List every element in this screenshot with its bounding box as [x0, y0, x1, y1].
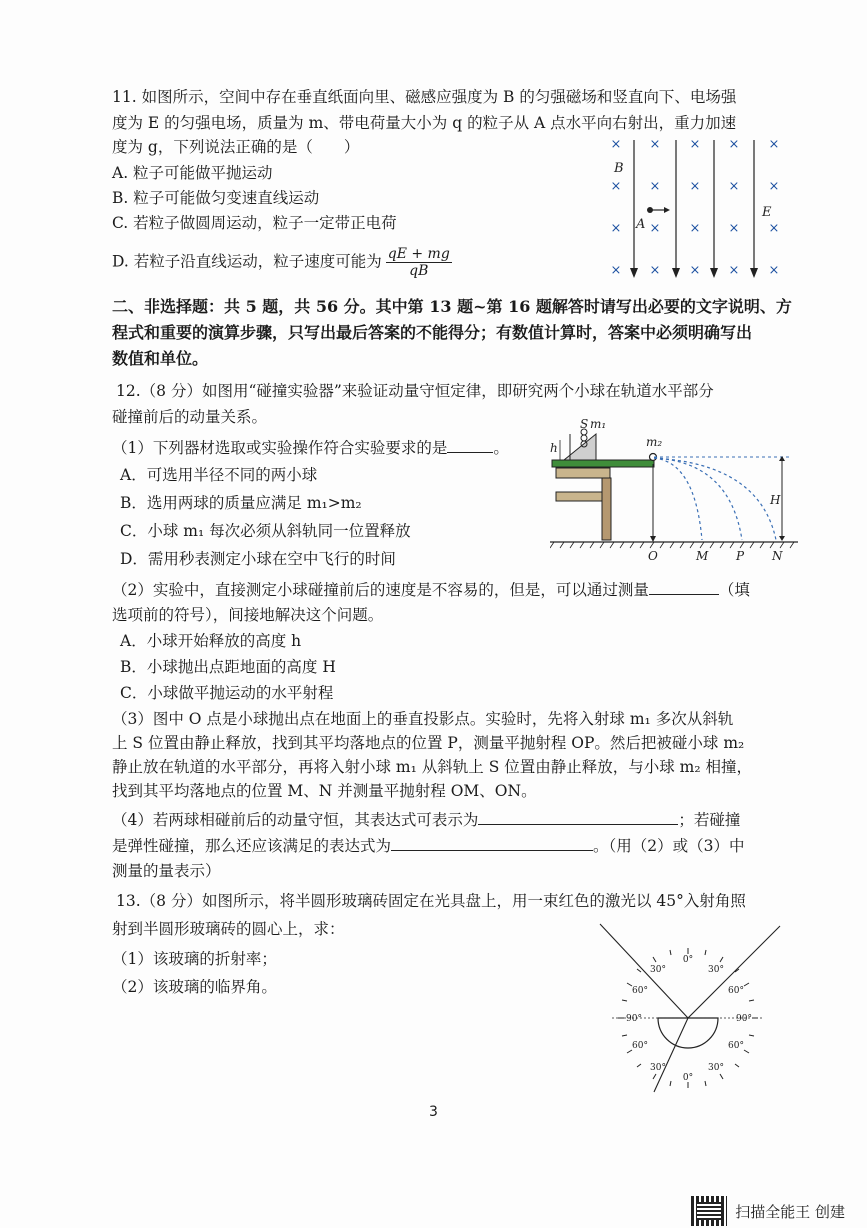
label-M: M	[696, 549, 709, 563]
dial-label-60: 60°	[728, 1041, 744, 1051]
cross-mark: ×	[768, 221, 780, 236]
cross-mark: ×	[610, 263, 622, 278]
cross-mark: ×	[728, 263, 740, 278]
cross-mark: ×	[689, 263, 701, 278]
q11-option-b: B. 粒子可能做匀变速直线运动	[112, 189, 320, 207]
cross-mark: ×	[728, 179, 740, 194]
label-m1: m₁	[590, 417, 607, 431]
cross-mark: ×	[768, 179, 780, 194]
q11-option-a: A. 粒子可能做平抛运动	[112, 164, 273, 182]
dial-label-60: 60°	[632, 1041, 648, 1051]
q12-part4-text: （4）若两球相碰前后的动量守恒，其表达式可表示为	[112, 811, 479, 829]
label-O: O	[648, 549, 658, 563]
q12-part2-option-b: B．小球抛出点距地面的高度 H	[120, 658, 336, 676]
q11-line2: 度为 E 的匀强电场，质量为 m、带电荷量大小为 q 的粒子从 A 点水平向右射出，重力加速	[112, 114, 737, 132]
q12-part3-line2: 上 S 位置由静止释放，找到其平均落地点的位置 P，测量平抛射程 OP。然后把被碰小球 m₂	[112, 734, 745, 752]
cross-mark: ×	[689, 179, 701, 194]
q12-option-b: B．选用两球的质量应满足 m₁>m₂	[120, 494, 362, 512]
velocity-arrowhead	[664, 207, 670, 213]
cross-mark: ×	[728, 137, 740, 152]
q12-line2: 碰撞前后的动量关系。	[112, 408, 268, 426]
dial-label-30: 30°	[650, 1063, 666, 1073]
q11-option-d-text: D. 若粒子沿直线运动，粒子速度可能为	[112, 252, 382, 271]
dial-label-30: 30°	[708, 1063, 724, 1073]
page-number: 3	[429, 1104, 438, 1120]
q11-velocity-fraction	[386, 246, 452, 279]
q12-part1-text: （1）下列器材选取或实验操作符合实验要求的是	[112, 439, 448, 457]
q13-sub2: （2）该玻璃的临界角。	[112, 978, 277, 996]
answer-blank[interactable]	[649, 578, 719, 595]
q12-part4-line3: 测量的量表示）	[112, 862, 221, 880]
dial-label-0-top: 0°	[682, 955, 694, 965]
cross-mark: ×	[649, 263, 661, 278]
q11-line3: 度为 g，下列说法正确的是（ ）	[112, 138, 360, 156]
label-s: S	[580, 417, 589, 431]
q12-part2-line2: 选项前的符号），间接地解决这个问题。	[112, 606, 384, 624]
q12-part4-line1	[112, 808, 740, 831]
q12-part2-text: （2）实验中，直接测定小球碰撞前后的速度是不容易的，但是，可以通过测量	[112, 581, 649, 599]
track	[552, 460, 654, 467]
answer-blank[interactable]	[447, 436, 493, 453]
q12-option-c: C．小球 m₁ 每次必须从斜轨同一位置释放	[120, 522, 411, 540]
watermark-text: 扫描全能王 创建	[735, 1202, 845, 1221]
dial-label-60: 60°	[632, 986, 648, 996]
q13-sub1: （1）该玻璃的折射率；	[112, 950, 277, 968]
label-m2: m₂	[646, 435, 663, 449]
dial-label-90: 90°	[736, 1014, 752, 1024]
fraction-numerator: qE + mg	[387, 246, 450, 262]
cross-mark: ×	[610, 221, 622, 236]
label-N: N	[772, 549, 783, 563]
fraction-denominator: qB	[409, 263, 429, 279]
q12-part2-option-c: C．小球做平抛运动的水平射程	[120, 684, 334, 702]
label-e: E	[762, 205, 772, 220]
q11-field-figure	[596, 132, 796, 282]
q12-part4-mid: ；若碰撞	[678, 811, 741, 829]
cross-mark: ×	[610, 137, 622, 152]
qr-code-icon	[691, 1196, 727, 1226]
q12-part1	[112, 436, 509, 459]
label-a: A	[636, 217, 646, 232]
dial-label-30: 30°	[650, 965, 666, 975]
table-leg	[602, 478, 611, 540]
q11-option-d	[112, 246, 452, 279]
q12-part3-line1: （3）图中 O 点是小球抛出点在地面上的垂直投影点。实验时，先将入射球 m₁ 多次从斜轨	[112, 710, 734, 728]
q12-part3-line4: 找到其平均落地点的位置 M、N 并测量平抛射程 OM、ON。	[112, 782, 537, 800]
trajectories	[654, 458, 776, 540]
q12-part2-option-a: A．小球开始释放的高度 h	[120, 632, 302, 650]
q12-part2-line1	[112, 578, 750, 601]
incline-ramp	[564, 434, 596, 460]
section2-line2: 程式和重要的演算步骤，只写出最后答案的不能得分；有数值计算时，答案中必须明确写出	[112, 323, 753, 342]
cross-mark: ×	[610, 179, 622, 194]
cross-mark: ×	[689, 137, 701, 152]
q13-optical-dial	[596, 920, 786, 1096]
section2-line1: 二、非选择题：共 5 题，共 56 分。其中第 13 题~第 16 题解答时请写出必要的文字说明、方	[112, 297, 792, 316]
q12-part4-text2: 是弹性碰撞，那么还应该满足的表达式为	[112, 837, 392, 855]
semicircular-glass	[658, 1018, 718, 1048]
label-H: H	[770, 493, 781, 507]
cross-mark: ×	[649, 137, 661, 152]
incident-ray	[600, 924, 688, 1018]
dial-label-90: 90°	[626, 1014, 642, 1024]
q12-collision-figure	[550, 414, 800, 564]
label-b: B	[614, 161, 624, 176]
dial-label-60: 60°	[728, 986, 744, 996]
q12-line1: 12.（8 分）如图用“碰撞实验器”来验证动量守恒定律，即研究两个小球在轨道水平部分	[116, 382, 714, 400]
cross-mark: ×	[689, 221, 701, 236]
cross-mark: ×	[728, 221, 740, 236]
scanner-watermark	[691, 1196, 845, 1226]
reflected-ray	[688, 926, 780, 1018]
q12-part4-end: 。（用（2）或（3）中	[593, 837, 745, 855]
q11-option-c: C. 若粒子做圆周运动，粒子一定带正电荷	[112, 214, 397, 232]
cross-mark: ×	[768, 137, 780, 152]
q13-line1: 13.（8 分）如图所示，将半圆形玻璃砖固定在光具盘上，用一束红色的激光以 45°入射角照	[116, 892, 746, 910]
q13-line2: 射到半圆形玻璃砖的圆心上，求：	[112, 920, 345, 938]
answer-blank[interactable]	[391, 834, 593, 851]
q12-part3-line3: 静止放在轨道的水平部分，再将入射小球 m₁ 从斜轨上 S 位置由静止释放，与小球 m₂ 相撞，	[112, 758, 753, 776]
label-P: P	[736, 549, 745, 563]
answer-blank[interactable]	[478, 808, 678, 825]
cross-mark: ×	[768, 263, 780, 278]
q12-option-d: D．需用秒表测定小球在空中飞行的时间	[120, 550, 396, 568]
q12-part2-end: （填	[718, 581, 750, 599]
label-h: h	[550, 441, 558, 455]
q11-line1: 11. 如图所示，空间中存在垂直纸面向里、磁感应强度为 B 的匀强磁场和竖直向下、电场强	[112, 88, 737, 106]
cross-mark: ×	[649, 179, 661, 194]
dial-label-30: 30°	[708, 965, 724, 975]
q12-part4-line2	[112, 834, 745, 857]
q12-option-a: A．可选用半径不同的两小球	[120, 466, 318, 484]
cross-mark: ×	[649, 221, 661, 236]
dial-label-0-bottom: 0°	[682, 1073, 694, 1083]
section2-line3: 数值和单位。	[112, 349, 209, 368]
q12-part1-end: 。	[493, 439, 509, 457]
